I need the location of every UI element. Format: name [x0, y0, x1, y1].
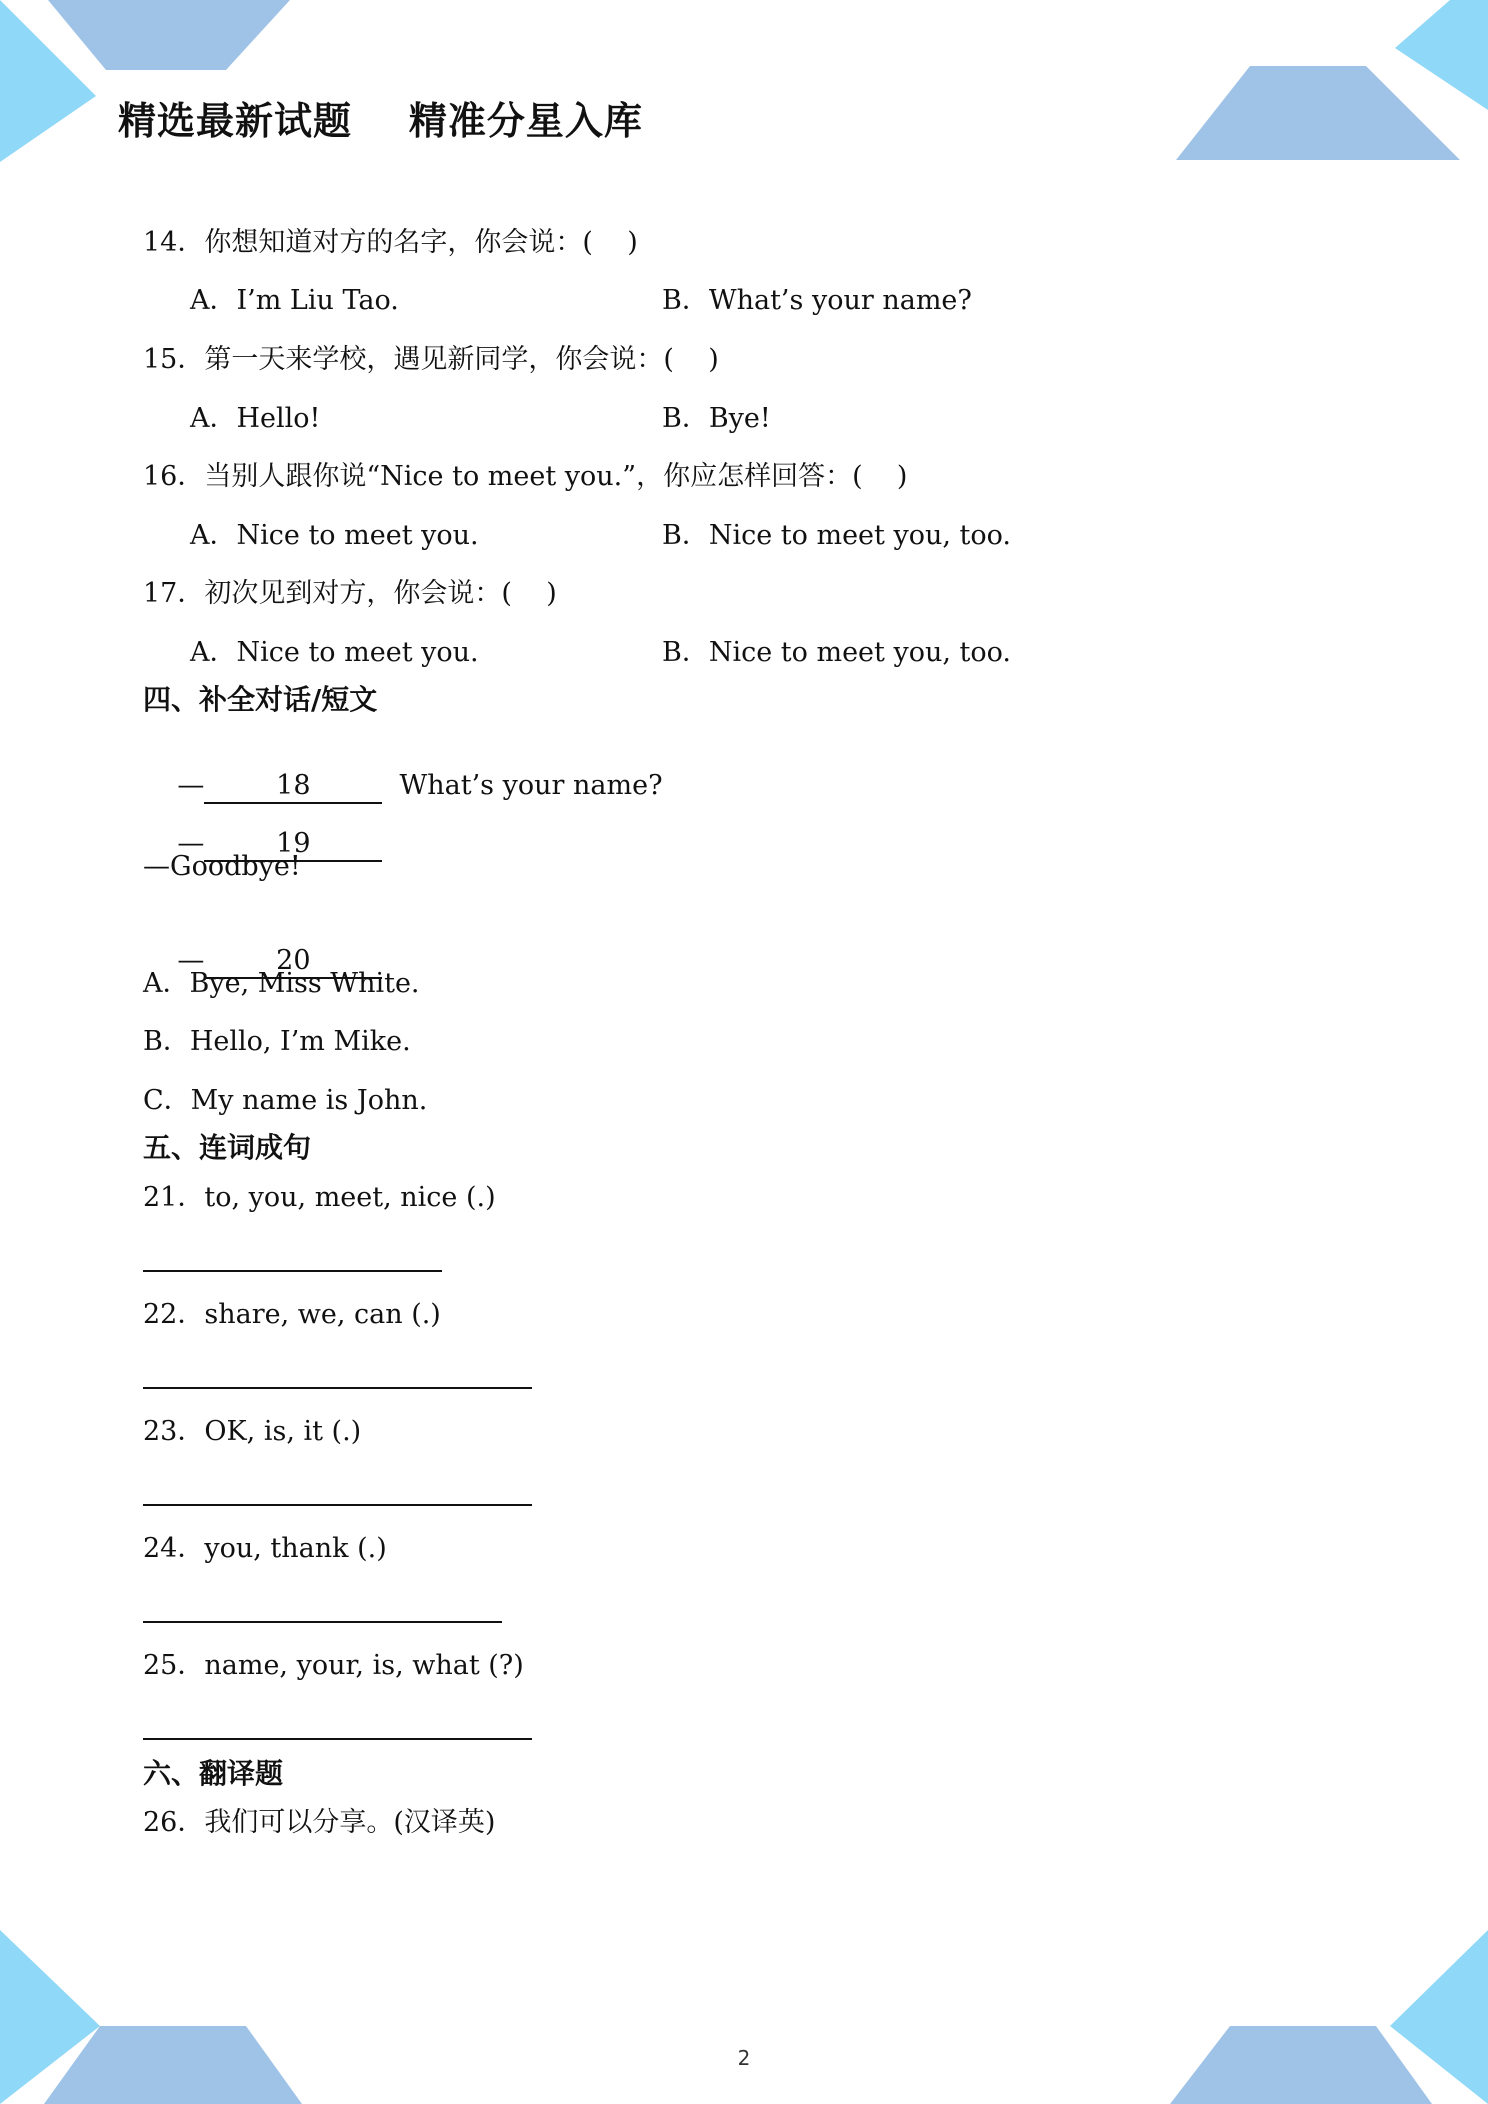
corner-decoration-top-right: [1170, 0, 1488, 170]
question-17-option-b[interactable]: B．Nice to meet you, too.: [662, 637, 1011, 668]
sentence-item-23: 23．OK, is, it (.): [143, 1416, 362, 1447]
corner-decoration-bottom-right: [1170, 1930, 1488, 2104]
answer-line-25[interactable]: [143, 1738, 532, 1740]
page-header-title: 精选最新试题 精准分星入库: [118, 99, 643, 143]
section-6-heading: 六、翻译题: [143, 1757, 284, 1790]
sentence-item-21: 21．to, you, meet, nice (.): [143, 1182, 496, 1213]
question-14-option-b[interactable]: B．What’s your name?: [662, 285, 972, 316]
section-4-heading: 四、补全对话/短文: [143, 683, 378, 716]
answer-line-21[interactable]: [143, 1270, 442, 1272]
dialogue-dash: —: [177, 828, 205, 859]
question-15-option-b[interactable]: B．Bye!: [662, 403, 771, 434]
question-16-option-b[interactable]: B．Nice to meet you, too.: [662, 520, 1011, 551]
dialogue-line-18-text: What’s your name?: [399, 770, 663, 801]
dialogue-option-a: A．Bye, Miss White.: [143, 968, 420, 999]
question-15-stem: 15．第一天来学校，遇见新同学，你会说：( ): [143, 344, 719, 375]
question-14-option-a[interactable]: A．I’m Liu Tao.: [190, 285, 399, 316]
dialogue-goodbye: —Goodbye!: [143, 851, 301, 882]
dialogue-dash: —: [177, 770, 205, 801]
question-14-stem: 14．你想知道对方的名字，你会说：( ): [143, 227, 638, 258]
question-16-stem: 16．当别人跟你说“Nice to meet you.”，你应怎样回答：( ): [143, 461, 908, 492]
answer-line-23[interactable]: [143, 1504, 532, 1506]
dialogue-dash: —: [177, 945, 205, 976]
corner-decoration-bottom-left: [0, 1930, 320, 2104]
question-15-option-a[interactable]: A．Hello!: [190, 403, 321, 434]
blank-19[interactable]: 19: [204, 828, 382, 862]
translation-item-26: 26．我们可以分享。(汉译英): [143, 1807, 496, 1838]
sentence-item-22: 22．share, we, can (.): [143, 1299, 441, 1330]
page-number: 2: [737, 2046, 751, 2070]
blank-20[interactable]: 20: [204, 945, 382, 979]
section-5-heading: 五、连词成句: [143, 1131, 312, 1164]
dialogue-option-b: B．Hello, I’m Mike.: [143, 1026, 411, 1057]
dialogue-option-c: C．My name is John.: [143, 1085, 428, 1116]
sentence-item-25: 25．name, your, is, what (?): [143, 1650, 524, 1681]
question-17-stem: 17．初次见到对方，你会说：( ): [143, 578, 557, 609]
sentence-item-24: 24．you, thank (.): [143, 1533, 387, 1564]
blank-18[interactable]: 18: [204, 770, 382, 804]
answer-line-24[interactable]: [143, 1621, 502, 1623]
question-16-option-a[interactable]: A．Nice to meet you.: [190, 520, 479, 551]
question-17-option-a[interactable]: A．Nice to meet you.: [190, 637, 479, 668]
answer-line-22[interactable]: [143, 1387, 532, 1389]
